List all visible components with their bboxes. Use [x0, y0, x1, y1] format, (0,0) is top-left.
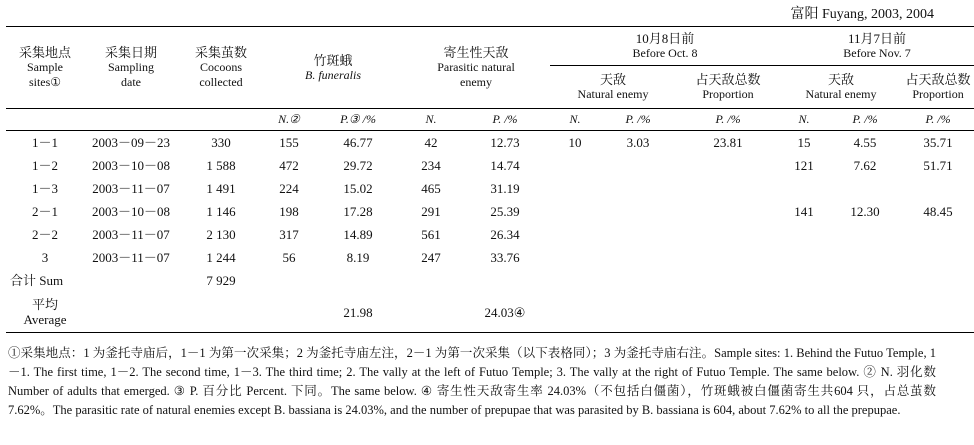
cell-v-prop	[902, 246, 974, 269]
cell-v-n: 141	[794, 204, 814, 219]
cell-o-p	[600, 223, 676, 246]
cell-cocoons: 2 130	[206, 227, 236, 242]
cell-o-p	[600, 200, 676, 223]
sum-label: 合计 Sum	[10, 273, 64, 288]
cell-o-p: 3.03	[626, 135, 650, 150]
table-body	[6, 131, 974, 270]
cell-bf-n: 56	[282, 250, 296, 265]
average-label: 平均 Average	[6, 292, 84, 333]
cell-bf-n: 472	[279, 158, 299, 173]
average-parasitic: 24.03④	[460, 292, 550, 333]
table-row	[6, 177, 974, 200]
cell-date: 2003－10－08	[91, 204, 170, 219]
table-caption: 富阳 Fuyang, 2003, 2004	[790, 7, 934, 22]
cell-o-prop	[676, 246, 780, 269]
unit-cell: P. /%	[600, 109, 676, 131]
cell-pe-n: 247	[421, 250, 441, 265]
cell-v-p: 4.55	[853, 135, 877, 150]
cell-v-p: 7.62	[853, 158, 877, 173]
header-row-1	[6, 27, 974, 66]
cell-pe-n: 234	[421, 158, 441, 173]
cell-cocoons: 1 244	[206, 250, 236, 265]
cell-v-n	[780, 223, 828, 246]
col-header-bamboo-moth: 竹斑蛾 B. funeralis	[264, 27, 402, 109]
cell-o-n	[550, 246, 600, 269]
cell-o-prop	[676, 200, 780, 223]
cell-bf-n: 224	[279, 181, 299, 196]
cell-pe-p: 31.19	[490, 181, 520, 196]
unit-cell: P. /%	[676, 109, 780, 131]
unit-cell: N.	[550, 109, 600, 131]
cell-site: 1－2	[31, 158, 58, 173]
cell-o-p	[600, 177, 676, 200]
cell-site: 3	[41, 250, 49, 265]
cell-pe-p: 25.39	[490, 204, 520, 219]
cell-v-n	[780, 246, 828, 269]
cell-bf-p: 17.28	[343, 204, 373, 219]
col-header-oct-enemy: 天敌 Natural enemy	[577, 72, 649, 101]
cell-bf-n: 198	[279, 204, 299, 219]
cell-v-n	[780, 177, 828, 200]
cell-site: 1－1	[31, 135, 58, 150]
cell-pe-p: 26.34	[490, 227, 520, 242]
cell-v-prop: 48.45	[923, 204, 953, 219]
cell-pe-p: 12.73	[490, 135, 520, 150]
cell-site: 1－3	[31, 181, 58, 196]
sum-cocoons: 7 929	[206, 273, 236, 288]
average-bamboo-moth: 21.98	[314, 292, 402, 333]
cell-pe-n: 465	[421, 181, 441, 196]
cell-date: 2003－09－23	[91, 135, 170, 150]
col-header-parasitic: 寄生性天敌 Parasitic natural enemy	[402, 27, 550, 109]
cell-o-prop: 23.81	[713, 135, 743, 150]
cell-o-prop	[676, 177, 780, 200]
unit-cell: N.	[780, 109, 828, 131]
cell-cocoons: 1 491	[206, 181, 236, 196]
cell-bf-p: 15.02	[343, 181, 373, 196]
data-table	[6, 26, 974, 333]
unit-cell: P.③ /%	[314, 109, 402, 131]
cell-v-prop: 51.71	[923, 158, 953, 173]
col-header-oct-proportion: 占天敌总数 Proportion	[695, 72, 761, 101]
cell-o-prop	[676, 154, 780, 177]
cell-bf-p: 46.77	[343, 135, 373, 150]
cell-o-n: 10	[568, 135, 582, 150]
col-header-nov-enemy: 天敌 Natural enemy	[805, 72, 877, 101]
col-header-before-nov: 11月7日前 Before Nov. 7	[780, 27, 974, 66]
cell-v-prop: 35.71	[923, 135, 953, 150]
average-row	[6, 292, 974, 333]
footnotes: ①采集地点：1 为釜托寺庙后，1－1 为第一次采集；2 为釜托寺庙左注，2－1 为第一次采集（以下表格同）；3 为釜托寺庙右注。Sample sites: 1. Behind the Futuo Temple, 1－1. The first time, 1－2. The second time, 1－3. The third time; 2. The vally at the left of Futuo Temple; 3. The vally at the right of Futuo Temple. The same below. ② N. 羽化数 Number of adults that emerged. ③ P. 百分比 Percent. 下同。The same below. ④ 寄生性天敌寄生率 24.03%（不包括白僵菌），竹斑蛾被白僵菌寄生共604 只，占总茧数 7.62%。The parasitic rate of natural enemies except B. bassiana is 24.03%, and the number of prepupae that was parasited by B. bassiana is 604, about 7.62% to all the prepupae.	[8, 346, 936, 417]
col-header-date: 采集日期 Sampling date	[84, 27, 178, 109]
col-header-cocoons: 采集茧数 Cocoons collected	[178, 27, 264, 109]
cell-date: 2003－11－07	[92, 181, 170, 196]
cell-bf-n: 317	[279, 227, 299, 242]
table-row	[6, 246, 974, 269]
cell-o-n	[550, 223, 600, 246]
cell-o-n	[550, 177, 600, 200]
cell-v-prop	[902, 177, 974, 200]
unit-cell: N.②	[264, 109, 314, 131]
cell-o-n	[550, 154, 600, 177]
unit-cell: N.	[402, 109, 460, 131]
cell-pe-p: 33.76	[490, 250, 520, 265]
unit-cell: P. /%	[828, 109, 902, 131]
cell-v-p	[828, 177, 902, 200]
cell-v-p	[828, 223, 902, 246]
cell-bf-p: 29.72	[343, 158, 373, 173]
table-row	[6, 131, 974, 155]
cell-date: 2003－11－07	[92, 250, 170, 265]
table-row	[6, 200, 974, 223]
cell-v-p: 12.30	[850, 204, 880, 219]
col-header-nov-proportion: 占天敌总数 Proportion	[905, 72, 971, 101]
cell-v-n: 15	[797, 135, 811, 150]
cell-pe-n: 561	[421, 227, 441, 242]
cell-date: 2003－11－07	[92, 227, 170, 242]
cell-site: 2－2	[31, 227, 58, 242]
table-row	[6, 223, 974, 246]
unit-cell: P. /%	[902, 109, 974, 131]
cell-cocoons: 330	[211, 135, 231, 150]
cell-pe-n: 42	[424, 135, 438, 150]
cell-cocoons: 1 588	[206, 158, 236, 173]
cell-o-n	[550, 200, 600, 223]
unit-row	[6, 109, 974, 131]
table-row	[6, 154, 974, 177]
cell-v-prop	[902, 223, 974, 246]
cell-date: 2003－10－08	[91, 158, 170, 173]
cell-v-n: 121	[794, 158, 814, 173]
col-header-site: 采集地点 Sample sites①	[6, 27, 84, 109]
sum-row	[6, 269, 974, 292]
cell-v-p	[828, 246, 902, 269]
cell-o-prop	[676, 223, 780, 246]
cell-bf-p: 8.19	[346, 250, 370, 265]
cell-site: 2－1	[31, 204, 58, 219]
cell-bf-p: 14.89	[343, 227, 373, 242]
unit-cell: P. /%	[460, 109, 550, 131]
col-header-before-oct: 10月8日前 Before Oct. 8	[550, 27, 780, 66]
cell-pe-p: 14.74	[490, 158, 520, 173]
cell-bf-n: 155	[279, 135, 299, 150]
cell-o-p	[600, 154, 676, 177]
cell-pe-n: 291	[421, 204, 441, 219]
cell-o-p	[600, 246, 676, 269]
cell-cocoons: 1 146	[206, 204, 236, 219]
